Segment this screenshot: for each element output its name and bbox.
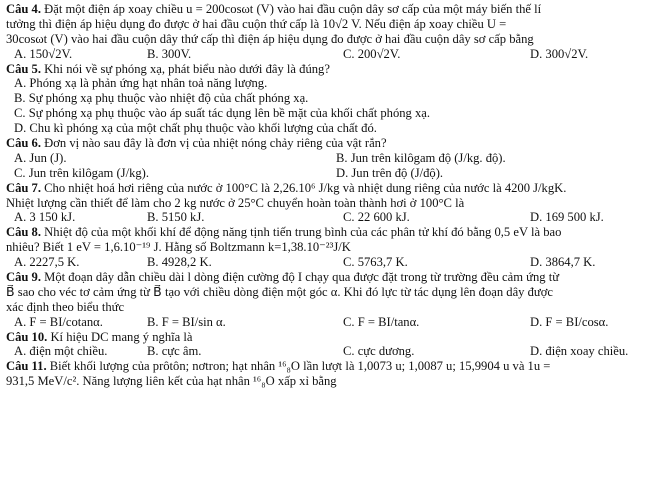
q10-option-b: B. cực âm. bbox=[147, 344, 202, 359]
q8-option-a: A. 2227,5 K. bbox=[14, 255, 80, 270]
q8-option-c: C. 5763,7 K. bbox=[343, 255, 408, 270]
q11-stem-1: Biết khối lượng của prôtôn; nơtron; hạt nhân ¹⁶₈O lần lượt là 1,0073 u; 1,0087 u; 15,9904 u và 1u = bbox=[46, 359, 551, 374]
q6-stem: Đơn vị nào sau đây là đơn vị của nhiệt nóng chảy riêng của vật rắn? bbox=[41, 136, 387, 151]
q9-option-a: A. F = BI/cotanα. bbox=[14, 314, 103, 329]
q4-option-a: A. 150√2V. bbox=[14, 46, 73, 61]
q5-stem: Khi nói về sự phóng xạ, phát biểu nào dưới đây là đúng? bbox=[41, 61, 330, 76]
q8-option-b: B. 4928,2 K. bbox=[147, 255, 212, 270]
q10-number: Câu 10. bbox=[6, 329, 48, 344]
q10-stem: Kí hiệu DC mang ý nghĩa là bbox=[47, 329, 193, 344]
q10-option-a: A. điện một chiều. bbox=[14, 344, 108, 359]
q7-option-a: A. 3 150 kJ. bbox=[14, 210, 76, 225]
q4-options bbox=[6, 47, 647, 62]
q5-option-d: D. Chu kì phóng xạ của một chất phụ thuộc vào khối lượng của chất đó. bbox=[14, 121, 377, 136]
q9-line-3: xác định theo biểu thức bbox=[6, 299, 125, 314]
q6-number: Câu 6. bbox=[6, 136, 41, 151]
q11-number: Câu 11. bbox=[6, 359, 47, 374]
q6-options-cd bbox=[6, 166, 647, 181]
q9-option-d: D. F = BI/cosα. bbox=[530, 314, 609, 329]
q7-option-c: C. 22 600 kJ. bbox=[343, 210, 410, 225]
q7-option-b: B. 5150 kJ. bbox=[147, 210, 205, 225]
q9-option-b: B. F = BI/sin α. bbox=[147, 314, 226, 329]
q6-option-c: C. Jun trên kilôgam (J/kg). bbox=[14, 165, 150, 180]
q4-line-3: 30cosωt (V) vào hai đầu cuộn dây thứ cấp thì điện áp hiệu dụng đo được ở hai đầu cuộn dây sơ cấp bằng bbox=[6, 31, 534, 46]
q11-line-1 bbox=[6, 359, 647, 374]
q9-option-c: C. F = BI/tanα. bbox=[343, 314, 420, 329]
q4-option-b: B. 300V. bbox=[147, 46, 192, 61]
q4-line-2: tưởng thì điện áp hiệu dụng đo được ở hai đầu cuộn thứ cấp là 10√2 V. Nếu điện áp xoay chiều U = bbox=[6, 16, 507, 31]
q6-option-a: A. Jun (J). bbox=[14, 150, 67, 165]
q4-stem-1: Đặt một điện áp xoay chiều u = 200cosωt (V) vào hai đầu cuộn dây sơ cấp của một máy biến thế lí bbox=[41, 2, 542, 16]
q5-option-a: A. Phóng xạ là phản ứng hạt nhân toả năng lượng. bbox=[14, 76, 268, 91]
q6-options-ab bbox=[6, 151, 647, 166]
q7-option-d: D. 169 500 kJ. bbox=[530, 210, 604, 225]
q7-line-1 bbox=[6, 181, 647, 196]
q6-option-d: D. Jun trên độ (J/độ). bbox=[336, 165, 444, 180]
q8-stem-1: Nhiệt độ của một khối khí để động năng tịnh tiến trung bình của các phân tử khí đó bằng 0,5 eV là bao bbox=[41, 225, 562, 240]
q4-option-d: D. 300√2V. bbox=[530, 46, 589, 61]
q8-line-1 bbox=[6, 225, 647, 240]
q7-options bbox=[6, 210, 647, 225]
q6-line-1 bbox=[6, 136, 647, 151]
q11-line-2: 931,5 MeV/c². Năng lượng liên kết của hạt nhân ¹⁶₈O xấp xỉ bằng bbox=[6, 374, 337, 389]
q9-options bbox=[6, 315, 647, 330]
q10-options bbox=[6, 344, 647, 359]
q7-line-2: Nhiệt lượng cần thiết để làm cho 2 kg nước ở 25°C chuyển hoàn toàn thành hơi ở 100°C là bbox=[6, 195, 465, 210]
q4-number: Câu 4. bbox=[6, 2, 41, 16]
q5-number: Câu 5. bbox=[6, 61, 41, 76]
q9-line-1 bbox=[6, 270, 647, 285]
q10-line-1 bbox=[6, 330, 647, 345]
q4-option-c: C. 200√2V. bbox=[343, 46, 401, 61]
q4-line-1 bbox=[6, 2, 647, 17]
q9-number: Câu 9. bbox=[6, 270, 41, 285]
q10-option-c: C. cực dương. bbox=[343, 344, 415, 359]
q6-option-b: B. Jun trên kilôgam độ (J/kg. độ). bbox=[336, 150, 506, 165]
q8-option-d: D. 3864,7 K. bbox=[530, 255, 596, 270]
q8-line-2: nhiêu? Biết 1 eV = 1,6.10⁻¹⁹ J. Hằng số Boltzmann k=1,38.10⁻²³J/K bbox=[6, 240, 351, 255]
q7-number: Câu 7. bbox=[6, 180, 41, 195]
q8-number: Câu 8. bbox=[6, 225, 41, 240]
q9-line-2: B⃗ sao cho véc tơ cảm ứng từ B⃗ tạo với chiều dòng điện một góc α. Khi đó lực từ tác dụng lên đoạn dây được bbox=[6, 284, 553, 299]
q7-stem-1: Cho nhiệt hoá hơi riêng của nước ở 100°C là 2,26.10⁶ J/kg và nhiệt dung riêng của nước là 4200 J/kgK. bbox=[41, 180, 567, 195]
q5-line-1 bbox=[6, 62, 647, 77]
q10-option-d: D. điện xoay chiều. bbox=[530, 344, 629, 359]
q5-option-c: C. Sự phóng xạ phụ thuộc vào áp suất tác dụng lên bề mặt của khối chất phóng xạ. bbox=[14, 106, 431, 121]
q5-option-b: B. Sự phóng xạ phụ thuộc vào nhiệt độ của chất phóng xạ. bbox=[14, 91, 309, 106]
q8-options bbox=[6, 255, 647, 270]
q9-stem-1: Một đoạn dây dẫn chiều dài l dòng điện cường độ I chạy qua được đặt trong từ trường đều cảm ứng từ bbox=[41, 270, 560, 285]
